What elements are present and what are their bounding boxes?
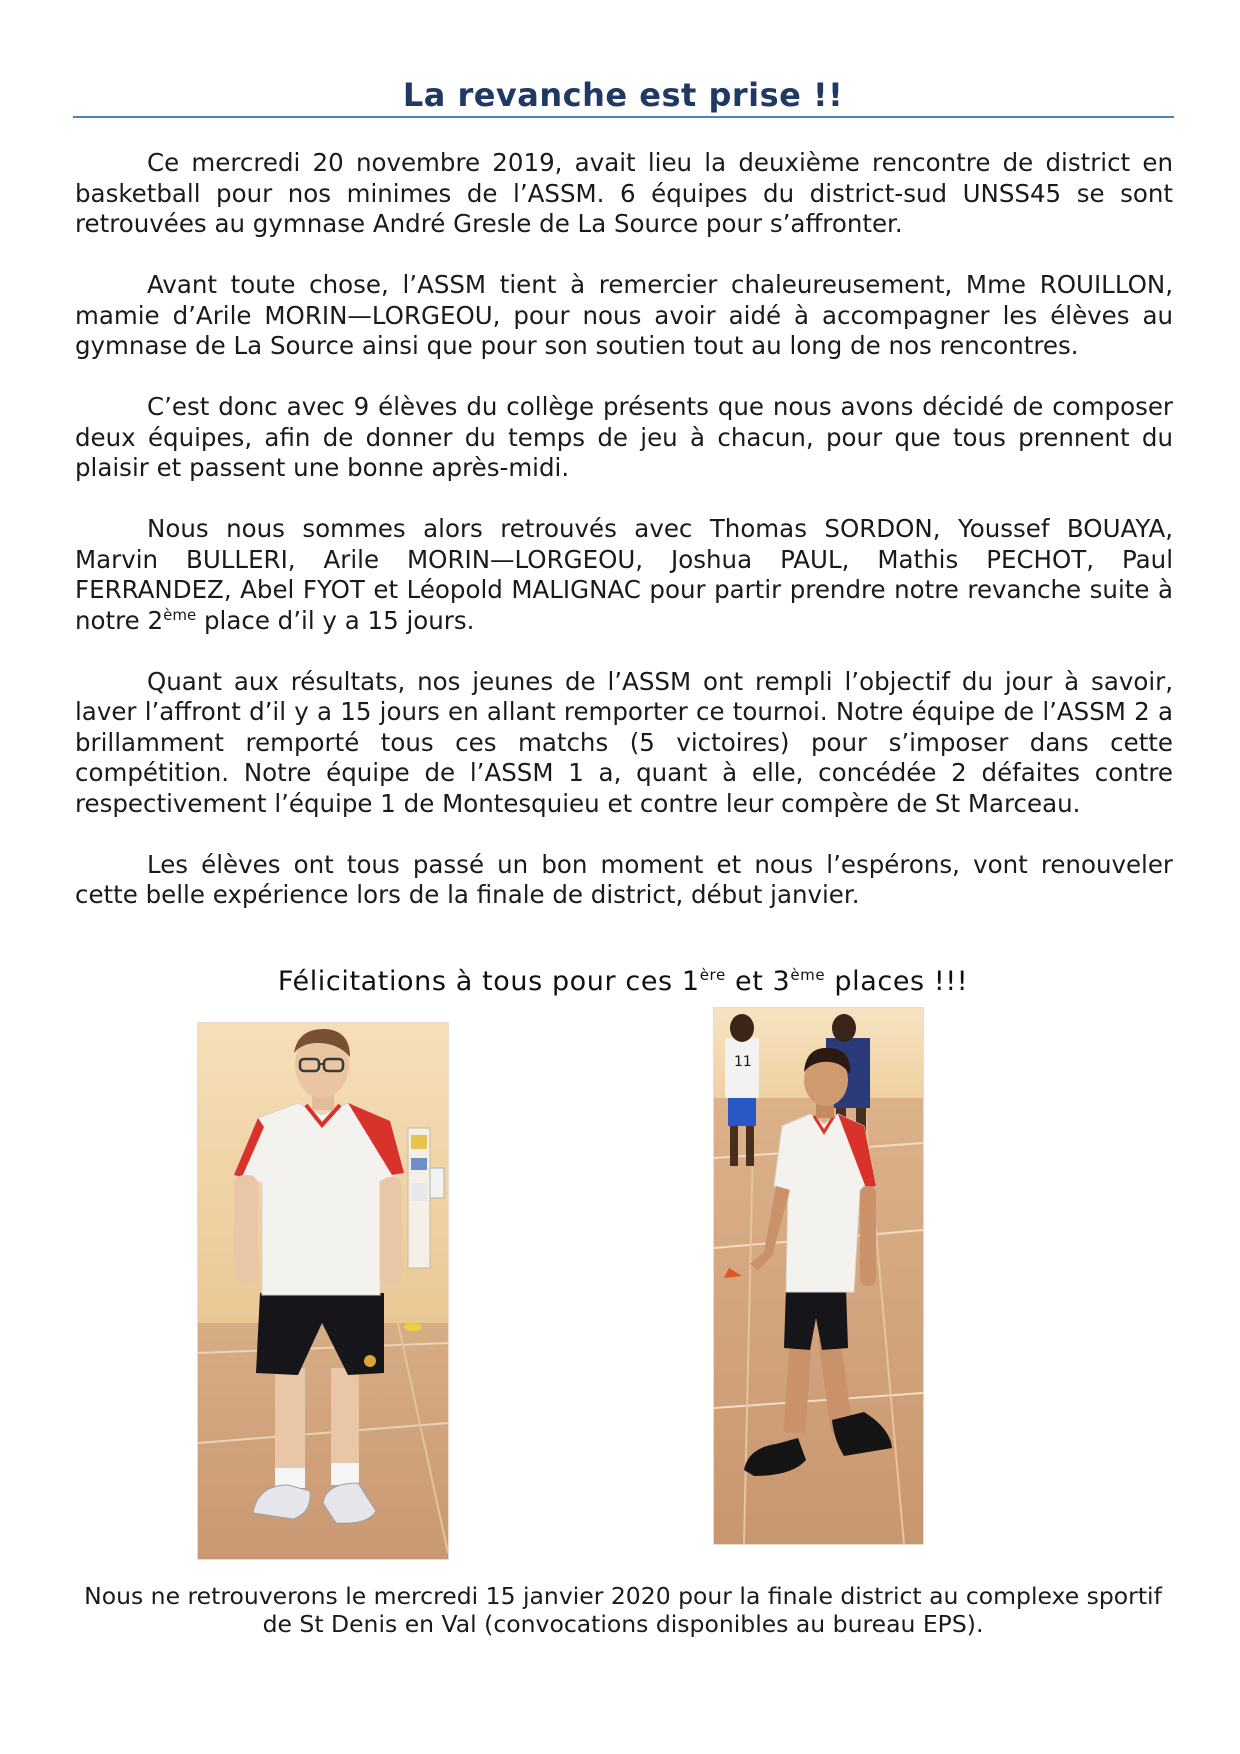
player-photo-1-illustration bbox=[198, 1023, 448, 1559]
players-text: Nous nous sommes alors retrouvés avec Thomas SORDON, Youssef BOUAYA, Marvin BULLERI, Arile MORIN—LORGEOU, Joshua PAUL, Mathis PECHOT, Paul FERRANDEZ, Abel FYOT et Léopold MALIGNAC pour partir prendre notre revanche suite à notre 2 bbox=[75, 514, 1173, 635]
footer-line-2: de St Denis en Val (convocations disponibles au bureau EPS). bbox=[262, 1610, 984, 1638]
congrats-sup-2: ème bbox=[790, 966, 826, 984]
paragraph-results: Quant aux résultats, nos jeunes de l’ASSM ont rempli l’objectif du jour à savoir, laver l’affront d’il y a 15 jours en allant remporter ce tournoi. Notre équipe de l’ASSM 2 a brillamment remporté tous ces matchs (5 victoires) pour s’imposer dans cette compétition. Notre équipe de l’ASSM 1 a, quant à elle, concédée 2 défaites contre respectivement l’équipe 1 de Montesquieu et contre leur compère de St Marceau. bbox=[75, 666, 1173, 818]
paragraph-teams: C’est donc avec 9 élèves du collège présents que nous avons décidé de composer deux équipes, afin de donner du temps de jeu à chacun, pour que tous prennent du plaisir et passent une bonne après-midi. bbox=[75, 392, 1173, 482]
congratulations-heading bbox=[73, 966, 1173, 997]
article-body bbox=[75, 148, 1173, 941]
congrats-text-2: et 3 bbox=[725, 966, 791, 997]
footer-announcement bbox=[73, 1582, 1173, 1638]
svg-text:11: 11 bbox=[734, 1054, 752, 1070]
players-text-end: place d’il y a 15 jours. bbox=[196, 605, 475, 635]
article-title: La revanche est prise !! bbox=[402, 76, 844, 114]
footer-line-1: Nous ne retrouverons le mercredi 15 janvier 2020 pour la finale district au complexe sportif bbox=[84, 1582, 1162, 1610]
paragraph-players bbox=[75, 514, 1173, 636]
player-photo-1 bbox=[197, 1022, 449, 1560]
congrats-text-3: places !!! bbox=[825, 966, 969, 997]
ordinal-superscript: ème bbox=[163, 605, 197, 624]
player-photo-2 bbox=[713, 1007, 924, 1545]
congrats-text-1: Félicitations à tous pour ces 1 bbox=[277, 966, 700, 997]
title-underline bbox=[73, 116, 1174, 118]
paragraph-closing: Les élèves ont tous passé un bon moment et nous l’espérons, vont renouveler cette belle expérience lors de la finale de district, début janvier. bbox=[75, 849, 1173, 909]
paragraph-intro: Ce mercredi 20 novembre 2019, avait lieu la deuxième rencontre de district en basketball pour nos minimes de l’ASSM. 6 équipes du district-sud UNSS45 se sont retrouvées au gymnase André Gresle de La Source pour s’affronter. bbox=[75, 148, 1173, 238]
paragraph-thanks: Avant toute chose, l’ASSM tient à remercier chaleureusement, Mme ROUILLON, mamie d’Arile MORIN—LORGEOU, pour nous avoir aidé à accompagner les élèves au gymnase de La Source ainsi que pour son soutien tout au long de nos rencontres. bbox=[75, 270, 1173, 360]
player-photo-2-illustration bbox=[714, 1008, 923, 1544]
congrats-sup-1: ère bbox=[699, 966, 726, 984]
